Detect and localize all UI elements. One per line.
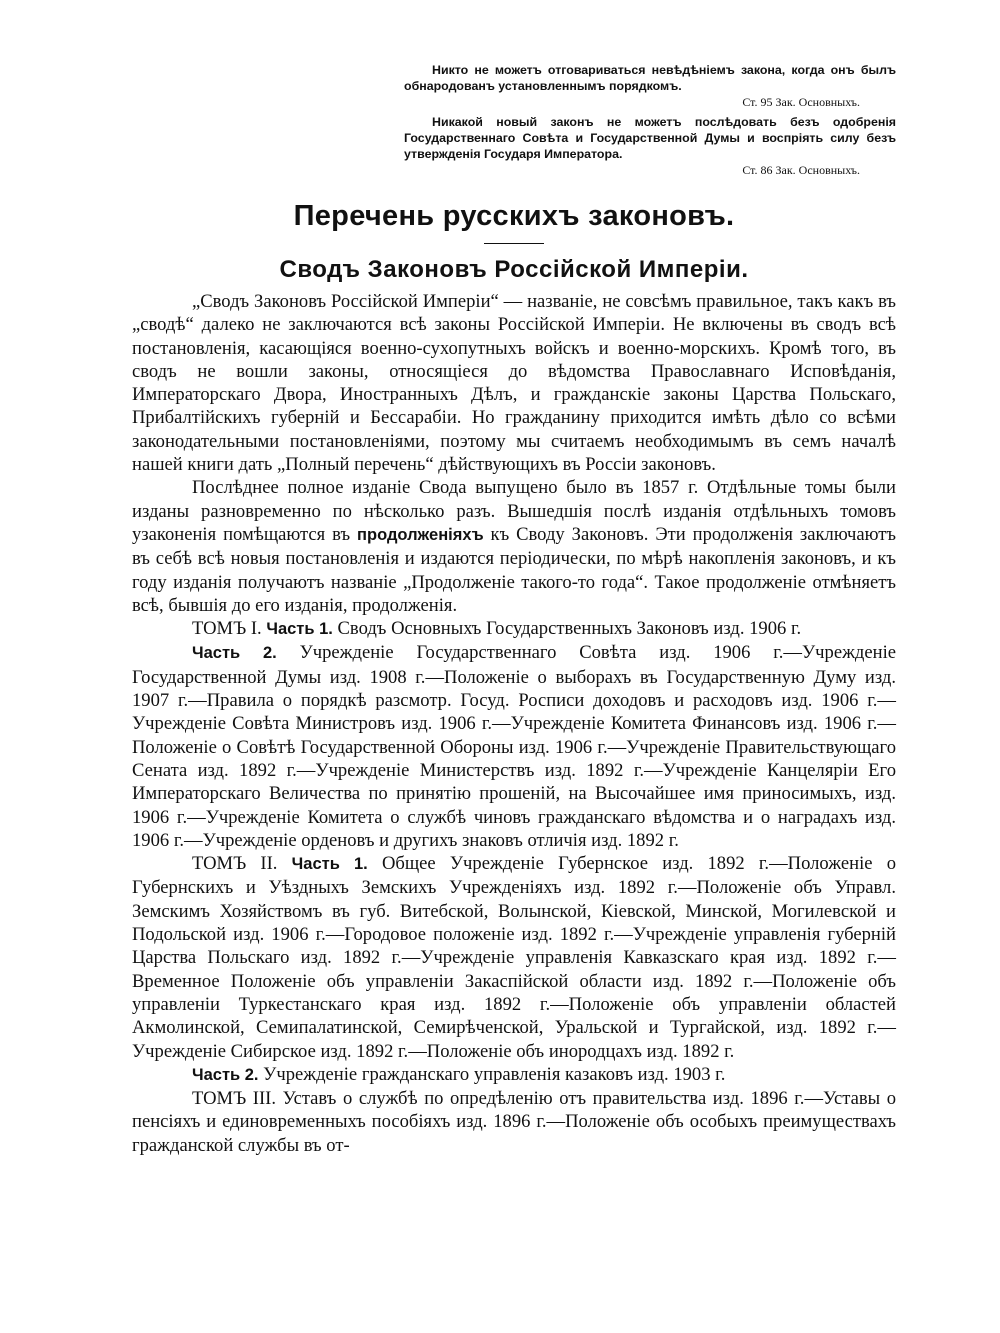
body-text xyxy=(132,290,896,1157)
paragraph-tom2-part1 xyxy=(132,852,896,1063)
section-title: Сводъ Законовъ Россійской Имперіи. xyxy=(279,256,749,283)
paragraph-intro: „Сводъ Законовъ Россійской Имперіи“ — названіе, не совсѣмъ правильное, такъ какъ въ „сводѣ“ далеко не заключаются всѣ законы Россійской Имперіи. Не включены въ сводъ всѣ постановленія, касающіяся военно-сухопутныхъ войскъ и военно-морскихъ. Кромѣ того, въ сводъ не вошли законы, относящіеся до вѣдомства Православнаго Исповѣданія, Императорскаго Двора, Иностранныхъ Дѣлъ, и гражданскіе законы Царства Польскаго, Прибалтійскихъ губерній и Бессарабіи. Но гражданину приходится имѣть дѣло со всѣми законодательными постановленіями, поэтому мы считаемъ необходимымъ въ семъ началѣ нашей книги дать „Полный перечень“ дѣйствующихъ въ Россіи законовъ. xyxy=(132,291,896,476)
epigraph xyxy=(404,62,896,178)
epigraph-citation-1: Ст. 95 Зак. Основныхъ. xyxy=(742,95,860,109)
edition-bold-term: продолженіяхъ xyxy=(357,525,484,544)
tom3-text: Уставъ о службѣ по опредѣленію отъ правительства изд. 1896 г.—Уставы о пенсіяхъ и единовременныхъ пособіяхъ изд. 1896 г.—Положеніе объ особыхъ преимуществахъ гражданской службы въ от- xyxy=(132,1088,896,1156)
title-divider xyxy=(484,243,544,244)
paragraph-edition xyxy=(132,476,896,617)
tom2-part2-text: Учрежденіе гражданскаго управленія казаковъ изд. 1903 г. xyxy=(263,1063,726,1085)
tom1-part1-label: Часть 1. xyxy=(266,620,333,639)
paragraph-tom1-part2 xyxy=(132,641,896,852)
edition-text-a: Послѣднее полное изданіе Свода выпущено было въ 1857 г. Отдѣльные томы были изданы разновременно по нѣсколько разъ. Вышедшія послѣ изданія отдѣльныхъ томовъ узаконенія помѣщаются въ xyxy=(132,477,896,545)
paragraph-tom1-part1 xyxy=(132,617,896,641)
page xyxy=(132,62,896,1157)
epigraph-quote-1: Никто не можетъ отговариваться невѣдѣніемъ закона, когда онъ былъ обнародованъ установленнымъ порядкомъ. xyxy=(404,63,896,93)
tom2-part2-label: Часть 2. xyxy=(192,1065,259,1084)
epigraph-citation-2: Ст. 86 Зак. Основныхъ. xyxy=(742,163,860,177)
edition-text-b: къ Своду Законовъ. Эти продолженія заключаютъ въ себѣ всѣ новыя постановленія и издаются періодически, по мѣрѣ накопленія законовъ, и къ году изданія получаютъ названіе „Продолженіе такого-то года“. Такое продолженіе отмѣняетъ всѣ, бывшія до его изданія, продолженія. xyxy=(132,523,896,616)
tom1-part2-text: Учрежденіе Государственнаго Совѣта изд. 1906 г.—Учрежденіе Государственной Думы изд. 1908 г.—Положеніе о выборахъ въ Государственную Думу изд. 1907 г.—Правила о порядкѣ разсмотр. Госуд. Росписи доходовъ и расходовъ изд. 1906 г.—Учрежденіе Совѣта Министровъ изд. 1906 г.—Учрежденіе Комитета Финансовъ изд. 1906 г.—Положеніе о Совѣтѣ Государственной Обороны изд. 1906 г.—Учрежденіе Правительствующаго Сената изд. 1892 г.—Учрежденіе Министерствъ изд. 1892 г.—Учрежденіе Канцеляріи Его Императорскаго Величества по принятію прошеній, на Высочайшее имя приносимыхъ, изд. 1906 г.—Учрежденіе Комитета о службѣ чиновъ гражданскаго вѣдомства и о наградахъ изд. 1906 г.—Учрежденіе орденовъ и другихъ знаковъ отличія изд. 1892 г. xyxy=(132,642,897,851)
page-title: Перечень русскихъ законовъ. xyxy=(293,200,735,232)
tom1-part2-label: Часть 2. xyxy=(192,644,277,663)
epigraph-quote-2: Никакой новый законъ не можетъ послѣдовать безъ одобренія Государственнаго Совѣта и Государственной Думы и воспріять силу безъ утвержденія Государя Императора. xyxy=(404,115,896,161)
tom1-part1-text: Сводъ Основныхъ Государственныхъ Законовъ изд. 1906 г. xyxy=(337,618,802,640)
tom2-label: ТОМЪ II. xyxy=(192,853,278,875)
tom3-label: ТОМЪ III. xyxy=(192,1088,277,1110)
tom2-part1-label: Часть 1. xyxy=(291,855,368,874)
paragraph-tom3 xyxy=(132,1087,896,1157)
paragraph-tom2-part2 xyxy=(132,1063,896,1087)
tom1-label: ТОМЪ I. xyxy=(192,618,262,640)
tom2-part1-text: Общее Учрежденіе Губернское изд. 1892 г.—Положеніе о Губернскихъ и Уѣздныхъ Земскихъ Учрежденіяхъ изд. 1892 г.—Положеніе объ Управл. Земскимъ Хозяйствомъ въ губ. Витебской, Волынской, Кіевской, Минской, Могилевской и Подольской изд. 1906 г.—Городовое положеніе изд. 1892 г.—Учрежденіе управленія губерній Царства Польскаго изд. 1892 г.—Учрежденіе управленія Кавказскаго края изд. 1892 г.—Временное Положеніе объ управленіи Закаспійской области изд. 1892 г.—Положеніе объ управленіи Туркестанскаго края изд. 1892 г.—Положеніе объ управленіи областей Акмолинской, Семипалатинской, Семирѣченской, Уральской и Тургайской, изд. 1892 г.—Учрежденіе Сибирское изд. 1892 г.—Положеніе объ инородцахъ изд. 1892 г. xyxy=(132,853,896,1062)
